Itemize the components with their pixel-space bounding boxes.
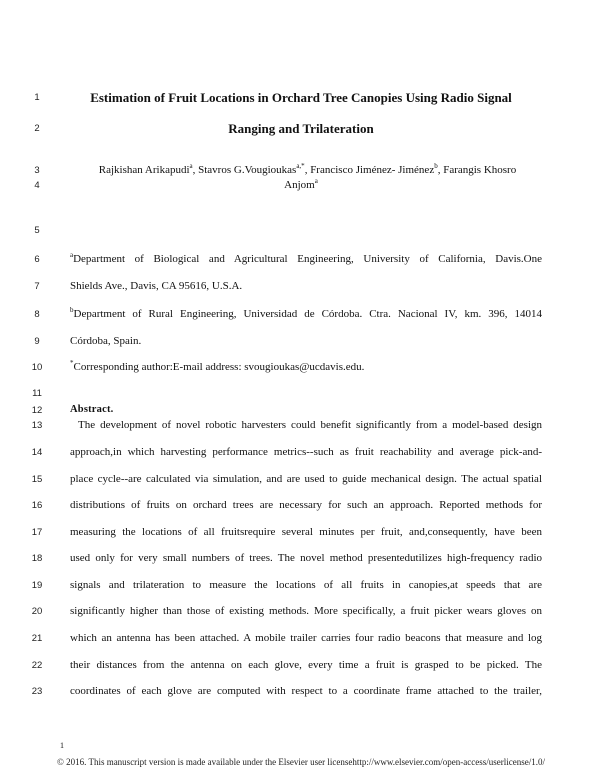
line-number-19: 19: [31, 580, 43, 591]
abstract-line: approach,in which harvesting performance metrics--such as fruit reachability and average pick-and-: [70, 446, 542, 458]
line-number-4: 4: [34, 180, 40, 191]
author-affil-mark: a: [189, 161, 193, 170]
author-name: Anjom: [284, 179, 315, 191]
line-number-14: 14: [31, 447, 43, 458]
affiliation-b-line2: Córdoba, Spain.: [70, 335, 142, 347]
affiliation-a-line2: Shields Ave., Davis, CA 95616, U.S.A.: [70, 280, 243, 292]
line-number-10: 10: [31, 362, 43, 373]
abstract-line: coordinates of each glove are computed with respect to a coordinate frame attached to the trailer,: [70, 685, 542, 697]
line-number-1: 1: [34, 92, 40, 103]
author-name: , Francisco Jiménez- Jiménez: [304, 164, 435, 176]
paper-title-line1: Estimation of Fruit Locations in Orchard Tree Canopies Using Radio Signal: [90, 90, 512, 105]
corresponding-mark: *: [70, 358, 74, 367]
license-footer: © 2016. This manuscript version is made available under the Elsevier user licensehttp://www.elsevier.com/open-access/userlicense/1.0/: [57, 757, 545, 767]
abstract-line: which an antenna has been attached. A mobile trailer carries four radio beacons that measure and log: [70, 632, 542, 644]
line-number-5: 5: [34, 225, 40, 236]
paper-title-line2: Ranging and Trilateration: [228, 121, 374, 136]
line-number-3: 3: [34, 165, 40, 176]
author-name: , Farangis Khosro: [437, 164, 517, 176]
line-number-18: 18: [31, 553, 43, 564]
line-number-8: 8: [34, 309, 40, 320]
author-affil-mark: b: [434, 161, 438, 170]
abstract-line: The development of novel robotic harvesters could benefit significantly from a model-based design: [78, 419, 542, 431]
corresponding-author: *Corresponding author:E-mail address: svougioukas@ucdavis.edu.: [70, 358, 365, 373]
author-affil-mark: a,*: [296, 161, 305, 170]
abstract-heading: Abstract.: [70, 404, 114, 415]
line-number-22: 22: [31, 660, 43, 671]
line-number-2: 2: [34, 123, 40, 134]
abstract-line: measuring the locations of all fruitsrequire several minutes per fruit, and,consequently, have been: [70, 526, 542, 538]
line-number-17: 17: [31, 527, 43, 538]
author-affil-mark: a: [314, 176, 318, 185]
line-number-11: 11: [32, 388, 42, 399]
affiliation-b-line1: $^b$Department of Rural Engineering, Universidad de Córdoba. Ctra. Nacional IV, km. 396, 14014: [70, 305, 542, 320]
line-number-20: 20: [31, 606, 43, 617]
author-name: Rajkishan Arikapudi: [98, 164, 190, 176]
abstract-line: used only for very small numbers of trees. The novel method presentedutilizes high-frequency radio: [70, 552, 542, 564]
affiliation-mark: a: [70, 250, 74, 259]
abstract-line: distributions of fruits on orchard trees are necessary for such an approach. Reported methods for: [70, 499, 542, 511]
abstract-line: their distances from the antenna on each glove, every time a fruit is grasped to be picked. The: [70, 659, 542, 671]
line-number-21: 21: [31, 633, 43, 644]
abstract-line: place cycle--are calculated via simulation, and are used to guide mechanical design. The actual spatial: [70, 473, 542, 485]
affiliation-mark: b: [70, 305, 74, 314]
line-number-7: 7: [34, 281, 40, 292]
page-number: 1: [60, 741, 64, 750]
line-number-23: 23: [31, 686, 43, 697]
line-number-16: 16: [31, 500, 43, 511]
line-number-15: 15: [31, 474, 43, 485]
line-number-13: 13: [31, 420, 43, 431]
abstract-line: signals and trilateration to measure the locations of all fruits in canopies,at speeds that are: [70, 579, 542, 591]
author-name: , Stavros G.Vougioukas: [192, 164, 297, 176]
author-list-continued: [58, 178, 544, 192]
line-number-6: 6: [34, 254, 40, 265]
line-number-12: 12: [31, 405, 43, 416]
author-list: [75, 163, 540, 177]
abstract-line: significantly higher than those of existing methods. More specifically, a fruit picker wears gloves on: [70, 605, 542, 617]
affiliation-a-line1: $^a$Department of Biological and Agricultural Engineering, University of California, Davis.One: [70, 250, 542, 265]
line-number-9: 9: [34, 336, 40, 347]
